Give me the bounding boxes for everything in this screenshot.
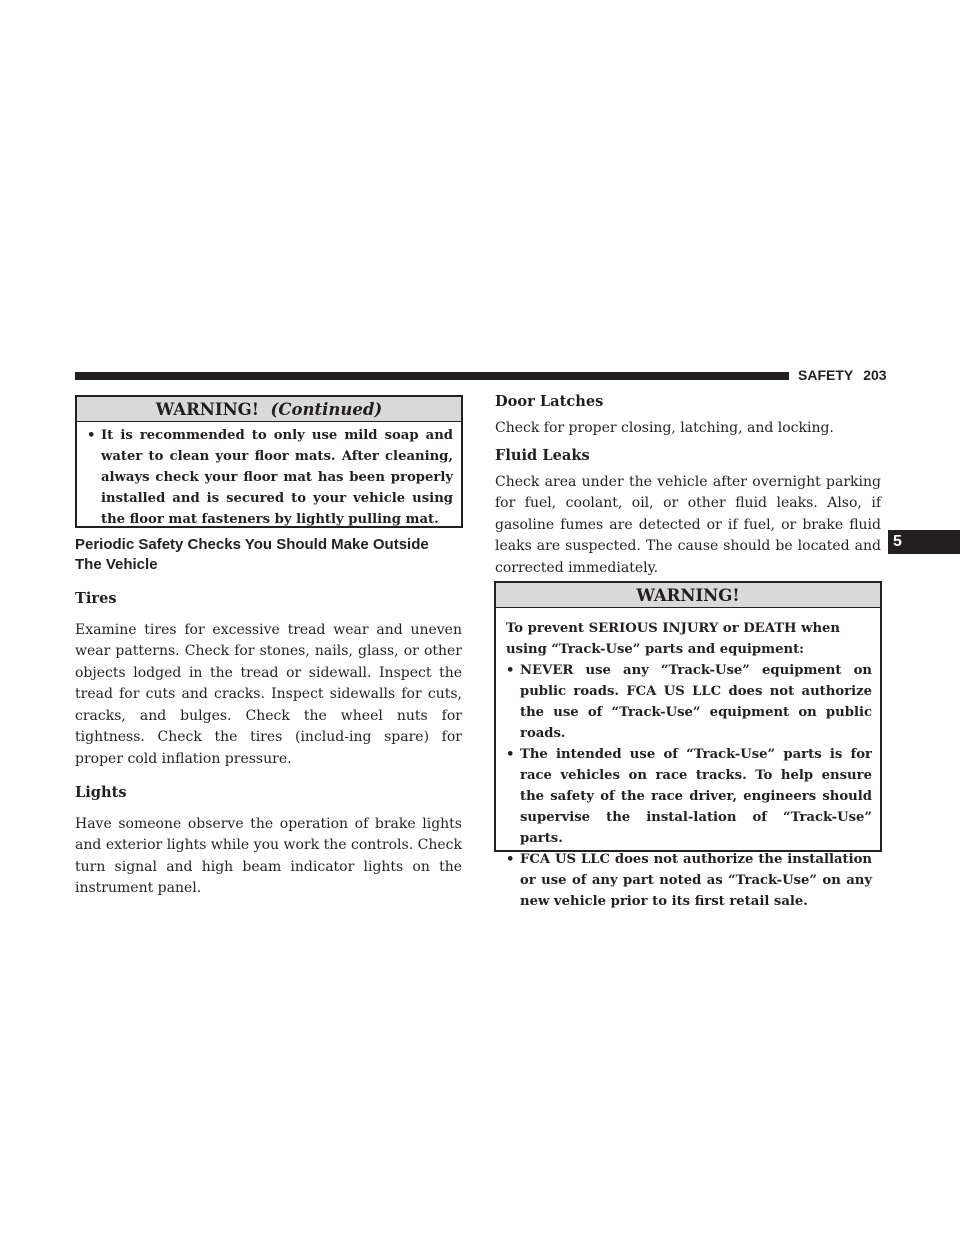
bullet-dot-icon: •: [506, 663, 515, 678]
warning-header: [77, 397, 461, 422]
warning-bullet-text: The intended use of “Track-Use” parts is for race vehicles on race tracks. To help ensure the safety of the race driver, engineers should supervise the instal-lation of “Track-Use” parts.: [520, 747, 872, 846]
warning-header: [496, 583, 880, 608]
bullet-dot-icon: •: [506, 852, 515, 867]
warning-bullet-text: FCA US LLC does not authorize the installation or use of any part noted as “Track-Use” on any new vehicle prior to its first retail sale.: [520, 852, 872, 909]
tires-paragraph: Examine tires for excessive tread wear and uneven wear patterns. Check for stones, nails, glass, or other objects lodged in the tread or sidewall. Inspect the tread for cuts and cracks. Inspect sidewalls for cuts, cracks, and bulges. Check the wheel nuts for tightness. Check the tires (includ-ing spare) for proper cold inflation pressure.: [75, 621, 462, 767]
header-section: SAFETY: [798, 367, 854, 383]
right-column: [495, 391, 881, 579]
warning-box-continued: [75, 395, 463, 528]
fluid-leaks-heading: Fluid Leaks: [495, 447, 590, 464]
warning-bullet: [506, 660, 872, 744]
warning-bullet-text: It is recommended to only use mild soap and water to clean your floor mats. After cleaning, always check your floor mat has been properly installed and is secured to your vehicle using the floor mat fasteners by lightly pulling mat.: [101, 428, 453, 527]
section-heading-line1: Periodic Safety Checks You Should Make Outside: [75, 536, 429, 553]
lights-heading: Lights: [75, 784, 127, 801]
warning-box-track-use: [494, 581, 882, 909]
tires-heading: Tires: [75, 590, 117, 607]
section-heading: [75, 535, 462, 575]
page-number: 203: [863, 367, 887, 383]
warning-intro: To prevent SERIOUS INJURY or DEATH when using “Track-Use” parts and equipment:: [506, 621, 841, 657]
warning-title: WARNING!: [636, 586, 740, 605]
bullet-dot-icon: •: [506, 747, 515, 762]
bullet-dot-icon: •: [87, 428, 96, 443]
warning-bullet: [506, 744, 872, 849]
running-header: [798, 367, 888, 383]
fluid-leaks-paragraph: Check area under the vehicle after overnight parking for fuel, coolant, oil, or other fluid leaks. Also, if gasoline fumes are detected or if fuel, or brake fluid leaks are suspected. The cause should be located and corrected immediately.: [495, 473, 881, 576]
header-rule: [75, 372, 789, 380]
chapter-tab: 5: [888, 530, 960, 554]
warning-bullet-text: NEVER use any “Track-Use” equipment on public roads. FCA US LLC does not authorize the use of “Track-Use” equipment on public roads.: [520, 663, 872, 741]
lights-paragraph: Have someone observe the operation of brake lights and exterior lights while you work the controls. Check turn signal and high beam indicator lights on the instrument panel.: [75, 815, 462, 896]
section-heading-line2: The Vehicle: [75, 556, 158, 573]
warning-body: [496, 608, 880, 918]
warning-title: WARNING!: [155, 400, 260, 419]
warning-title-suffix: (Continued): [270, 400, 383, 419]
warning-bullet: [506, 849, 872, 912]
warning-bullet: [87, 425, 453, 530]
door-latches-paragraph: Check for proper closing, latching, and locking.: [495, 419, 834, 436]
door-latches-heading: Door Latches: [495, 393, 604, 410]
warning-body: [77, 422, 461, 536]
left-column: [75, 535, 462, 900]
